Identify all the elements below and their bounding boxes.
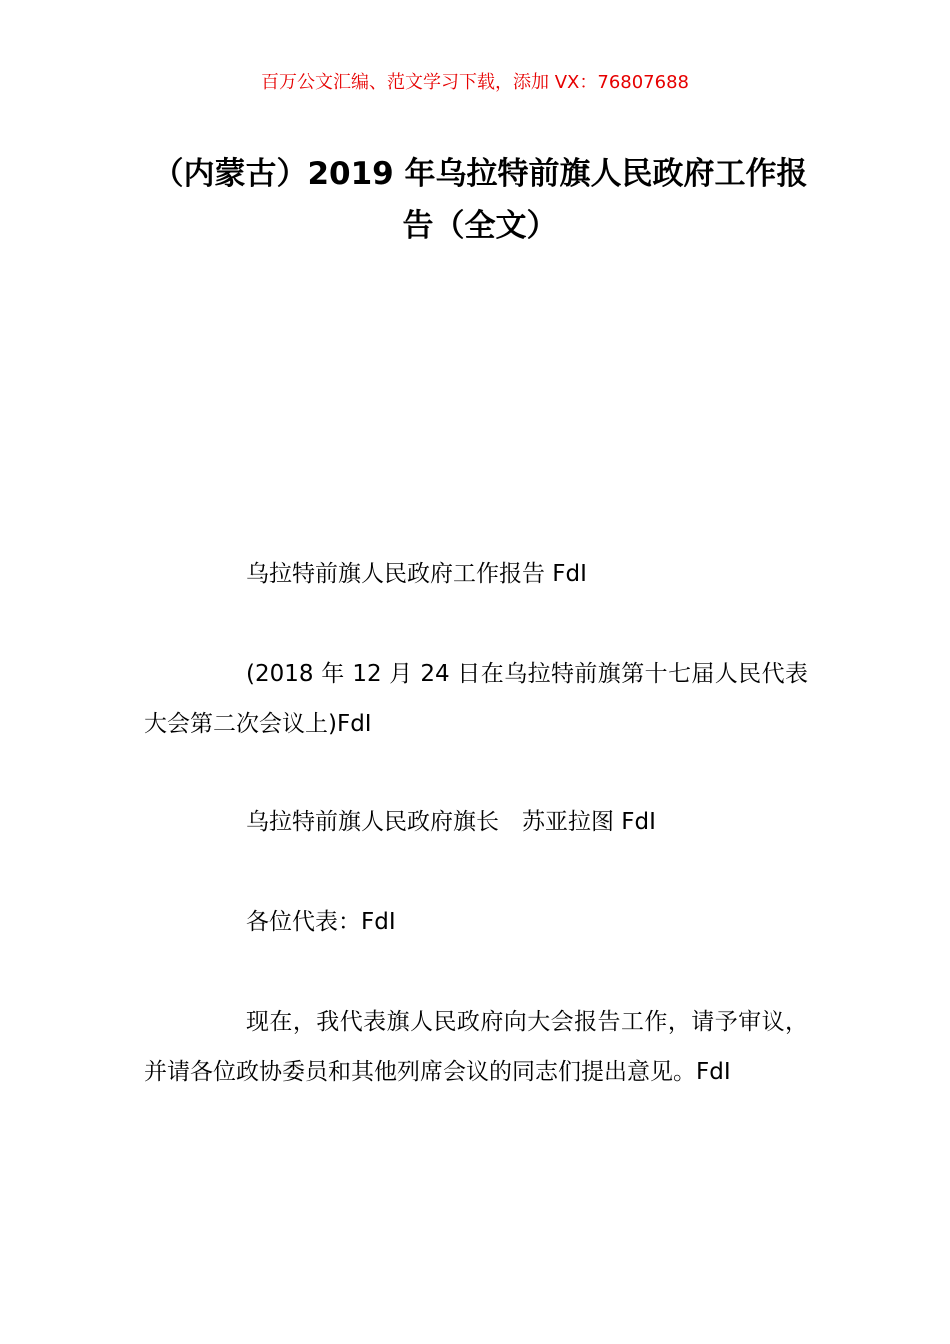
meeting-subtitle: (2018 年 12 月 24 日在乌拉特前旗第十七届人民代表大会第二次会议上)FdI bbox=[144, 661, 808, 737]
report-heading-line: 乌拉特前旗人民政府工作报告 FdI bbox=[246, 561, 587, 587]
opening-paragraph: 现在，我代表旗人民政府向大会报告工作，请予审议，并请各位政协委员和其他列席会议的同志们提出意见。FdI bbox=[144, 1009, 808, 1085]
speaker-line: 乌拉特前旗人民政府旗长 苏亚拉图 FdI bbox=[246, 809, 656, 835]
header-promo-note: 百万公文汇编、范文学习下载，添加 VX：76807688 bbox=[261, 72, 689, 93]
salutation: 各位代表：FdI bbox=[246, 909, 396, 935]
document-title: （内蒙古）2019 年乌拉特前旗人民政府工作报告（全文） bbox=[152, 156, 808, 244]
